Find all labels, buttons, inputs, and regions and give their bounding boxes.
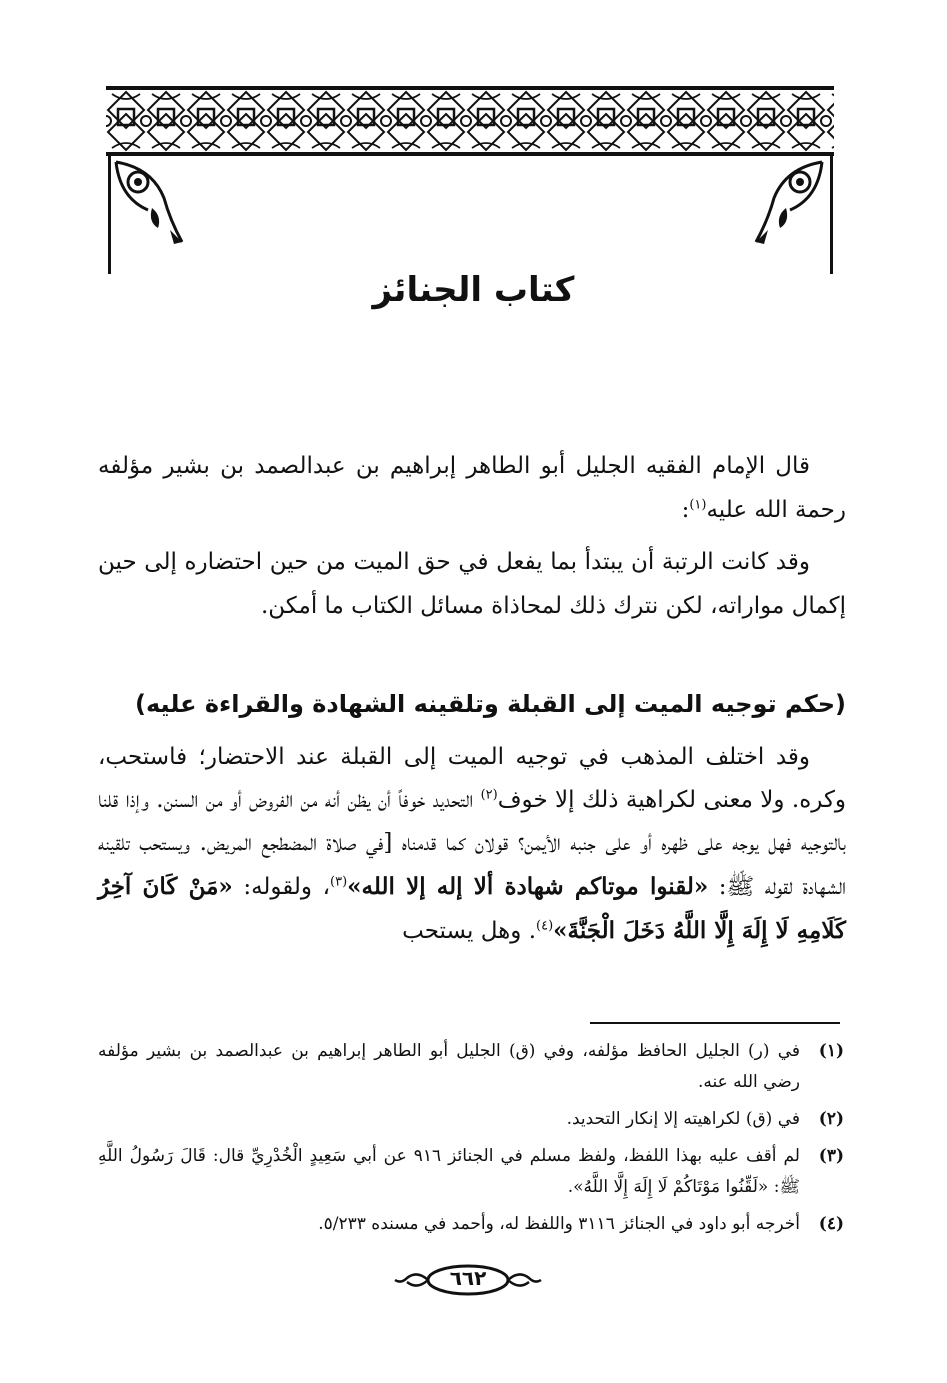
hadith-quote-1: «لقنوا موتاكم شهادة ألا إله إلا الله» — [347, 873, 709, 900]
section-heading: (حكم توجيه الميت إلى القبلة وتلقينه الشهادة والقراءة عليه) — [135, 690, 846, 718]
footnote-item — [98, 1104, 844, 1135]
left-frame-rule — [108, 156, 111, 274]
section-text-part-a: وقد اختلف المذهب في توجيه الميت إلى القبلة عند الاحتضار؛ فاستحب، وكره. ولا معنى لكراهية ذلك إلا خوف — [98, 744, 847, 813]
page-number: ٦٦٢ — [449, 1266, 487, 1290]
section-text-part-d: . وهل يستحب — [402, 918, 537, 944]
footnote-ref-3[interactable]: (٣) — [330, 874, 348, 890]
footnote-ref-2[interactable]: (٢) — [480, 787, 498, 803]
chapter-title: كتاب الجنائز — [372, 270, 575, 310]
page-number-ornament — [393, 1262, 543, 1298]
section-text-part-b: التحديد خوفاً أن يظن أنه من الفروض أو من السنن. وإذا قلنا بالتوجيه فهل يوجه على ظهره أو على جنبه الأيمن؟ قولان كما قدمناه [في صلاة المضطجع المريض. ويستحب تلقينه الشهادة لقوله ﷺ: — [98, 787, 846, 900]
footnote-text: أخرجه أبو داود في الجنائز ٣١١٦ واللفظ له، وأحمد في مسنده ٥/٢٣٣. — [318, 1214, 800, 1234]
footnote-text: في (ق) لكراهيته إلا إنكار التحديد. — [566, 1109, 800, 1129]
ornament-pattern-icon — [106, 90, 834, 152]
opening-paragraph-text: قال الإمام الفقيه الجليل أبو الطاهر إبراهيم بن عبدالصمد بن بشير مؤلفه رحمة الله عليه — [98, 453, 846, 523]
footnotes-list — [98, 1036, 844, 1246]
hadith-quote-2: «مَنْ كَانَ آخِرُ كَلَامِهِ لَا إِلَهَ إِلَّا اللَّهُ دَخَلَ الْجَنَّةَ» — [98, 873, 846, 944]
footnote-ref-4[interactable]: (٤) — [536, 918, 554, 934]
footnote-number: (١) — [818, 1041, 844, 1061]
right-corner-ornament-icon — [752, 158, 826, 246]
opening-paragraph-colon: : — [681, 497, 690, 523]
footnote-number: (٤) — [818, 1214, 844, 1234]
section-paragraph — [98, 736, 846, 953]
footnote-text: لم أقف عليه بهذا اللفظ، ولفظ مسلم في الجنائز ٩١٦ عن أبي سَعِيدٍ الْخُدْرِيِّ قال: قَالَ رَسُولُ اللَّهِ ﷺ: «لَقِّنُوا مَوْتَاكُمْ لَا إِلَهَ إِلَّا اللَّهُ». — [98, 1146, 800, 1197]
footnote-text: في (ر) الجليل الحافظ مؤلفه، وفي (ق) الجليل أبو الطاهر إبراهيم بن عبدالصمد بن بشير مؤلفه رضي الله عنه. — [98, 1041, 800, 1092]
footnote-ref-1[interactable]: (١) — [689, 497, 707, 513]
left-corner-ornament-icon — [112, 158, 186, 246]
footnote-number: (٢) — [818, 1109, 844, 1129]
right-frame-rule — [830, 156, 833, 274]
footnote-number: (٣) — [818, 1146, 844, 1166]
footnote-separator — [590, 1022, 840, 1024]
footnote-item — [98, 1036, 844, 1098]
section-text-part-c: ، ولقوله: — [232, 874, 330, 900]
intro-paragraph: وقد كانت الرتبة أن يبتدأ بما يفعل في حق الميت من حين احتضاره إلى حين إكمال مواراته، لكن نترك ذلك لمحاذاة مسائل الكتاب ما أمكن. — [98, 549, 846, 619]
footnote-item — [98, 1209, 844, 1240]
opening-paragraph — [98, 444, 846, 532]
footnote-item — [98, 1141, 844, 1203]
ornamental-header-band — [106, 86, 834, 156]
